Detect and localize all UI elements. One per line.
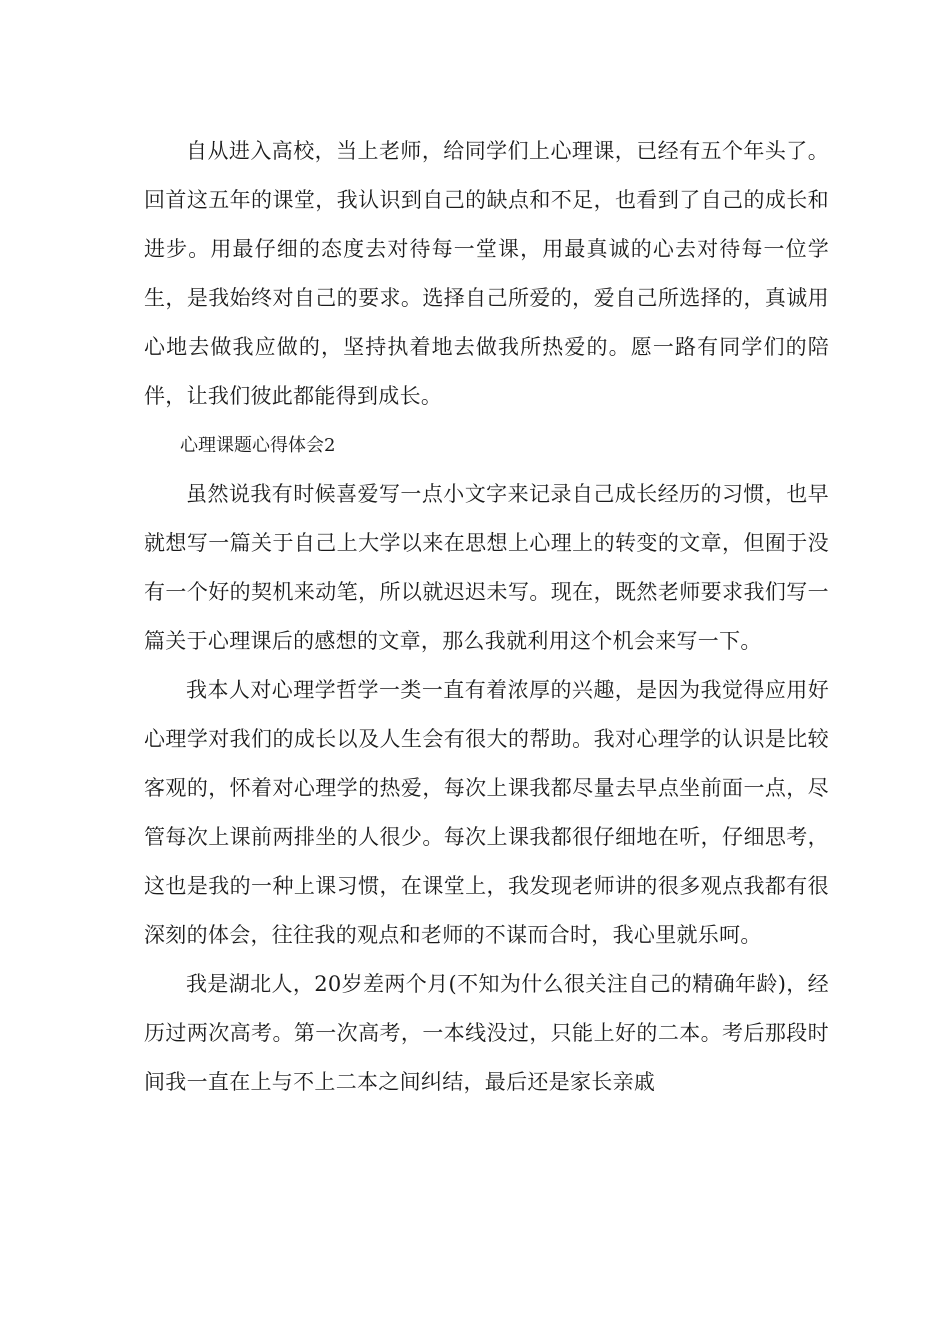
document-body xyxy=(144,127,829,1107)
paragraph-2: 虽然说我有时候喜爱写一点小文字来记录自己成长经历的习惯，也早就想写一篇关于自己上大学以来在思想上心理上的转变的文章，但囿于没有一个好的契机来动笔，所以就迟迟未写。现在，既然老师要求我们写一篇关于心理课后的感想的文章，那么我就利用这个机会来写一下。 xyxy=(144,482,829,653)
paragraph-3: 我本人对心理学哲学一类一直有着浓厚的兴趣，是因为我觉得应用好心理学对我们的成长以及人生会有很大的帮助。我对心理学的认识是比较客观的，怀着对心理学的热爱，每次上课我都尽量去早点坐前面一点，尽管每次上课前两排坐的人很少。每次上课我都很仔细地在听，仔细思考，这也是我的一种上课习惯，在课堂上，我发现老师讲的很多观点我都有很深刻的体会，往往我的观点和老师的不谋而合时，我心里就乐呵。 xyxy=(144,678,829,947)
paragraph-4: 我是湖北人，20岁差两个月(不知为什么很关注自己的精确年龄)，经历过两次高考。第一次高考，一本线没过，只能上好的二本。考后那段时间我一直在上与不上二本之间纠结，最后还是家长亲戚 xyxy=(144,972,829,1094)
paragraph-1: 自从进入高校，当上老师，给同学们上心理课，已经有五个年头了。回首这五年的课堂，我认识到自己的缺点和不足，也看到了自己的成长和进步。用最仔细的态度去对待每一堂课，用最真诚的心去对待每一位学生，是我始终对自己的要求。选择自己所爱的，爱自己所选择的，真诚用心地去做我应做的，坚持执着地去做我所热爱的。愿一路有同学们的陪伴，让我们彼此都能得到成长。 xyxy=(144,139,829,408)
section-heading: 心理课题心得体会2 xyxy=(180,435,336,456)
